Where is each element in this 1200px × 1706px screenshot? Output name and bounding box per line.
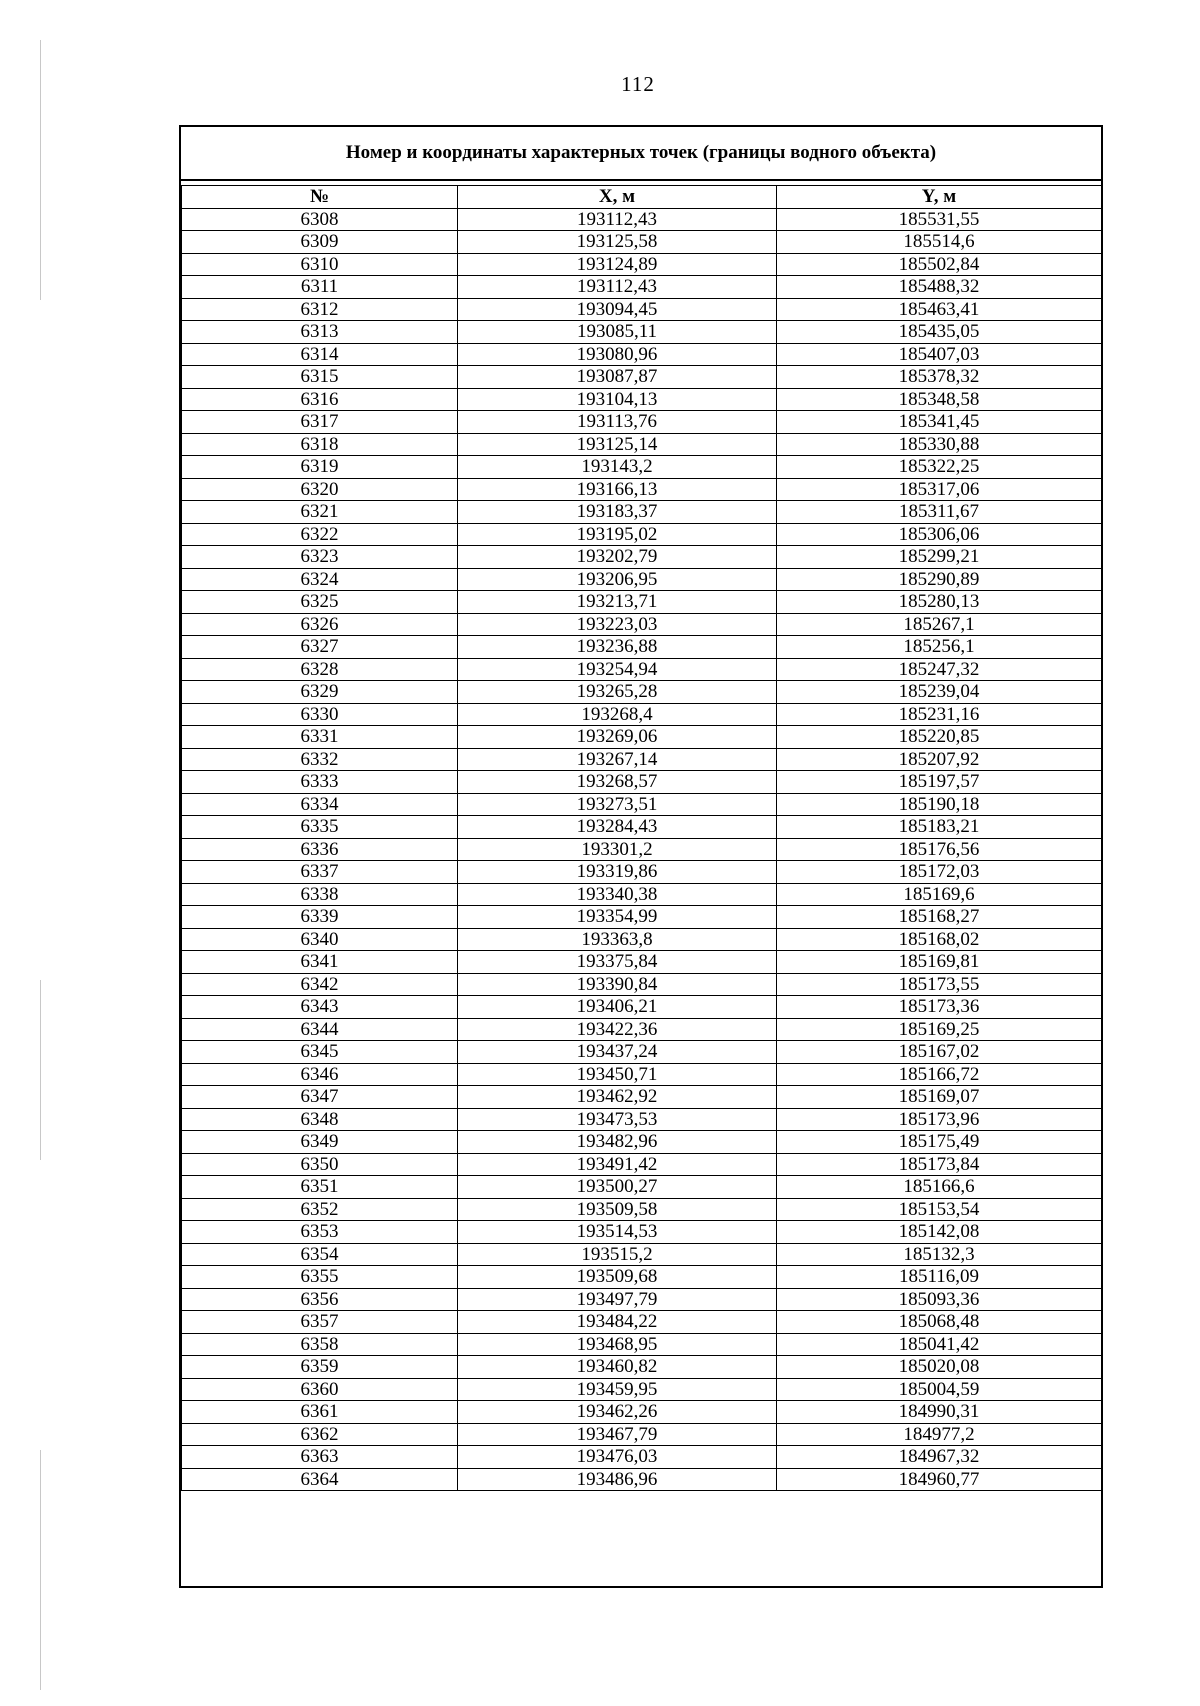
x-coordinate-cell: 193213,71 (458, 591, 777, 614)
table-row (182, 771, 1102, 794)
table-row (182, 231, 1102, 254)
table-row (182, 501, 1102, 524)
x-coordinate-cell: 193486,96 (458, 1468, 777, 1491)
x-coordinate-cell: 193125,58 (458, 231, 777, 254)
y-coordinate-cell: 185488,32 (777, 276, 1102, 299)
point-number-cell: 6356 (182, 1288, 458, 1311)
header-x: X, м (458, 186, 777, 209)
y-coordinate-cell: 185175,49 (777, 1131, 1102, 1154)
x-coordinate-cell: 193375,84 (458, 951, 777, 974)
table-row (182, 523, 1102, 546)
point-number-cell: 6310 (182, 253, 458, 276)
point-number-cell: 6358 (182, 1333, 458, 1356)
point-number-cell: 6345 (182, 1041, 458, 1064)
table-row (182, 883, 1102, 906)
x-coordinate-cell: 193087,87 (458, 366, 777, 389)
point-number-cell: 6331 (182, 726, 458, 749)
y-coordinate-cell: 185322,25 (777, 456, 1102, 479)
table-row (182, 1266, 1102, 1289)
y-coordinate-cell: 185197,57 (777, 771, 1102, 794)
point-number-cell: 6330 (182, 703, 458, 726)
y-coordinate-cell: 185068,48 (777, 1311, 1102, 1334)
table-row (182, 658, 1102, 681)
y-coordinate-cell: 185306,06 (777, 523, 1102, 546)
table-row (182, 456, 1102, 479)
x-coordinate-cell: 193363,8 (458, 928, 777, 951)
point-number-cell: 6359 (182, 1356, 458, 1379)
y-coordinate-cell: 185239,04 (777, 681, 1102, 704)
x-coordinate-cell: 193236,88 (458, 636, 777, 659)
point-number-cell: 6318 (182, 433, 458, 456)
point-number-cell: 6351 (182, 1176, 458, 1199)
y-coordinate-cell: 185153,54 (777, 1198, 1102, 1221)
table-row (182, 388, 1102, 411)
y-coordinate-cell: 185290,89 (777, 568, 1102, 591)
y-coordinate-cell: 185341,45 (777, 411, 1102, 434)
point-number-cell: 6314 (182, 343, 458, 366)
table-row (182, 1153, 1102, 1176)
scan-margin-line (40, 980, 41, 1160)
y-coordinate-cell: 185173,55 (777, 973, 1102, 996)
x-coordinate-cell: 193354,99 (458, 906, 777, 929)
x-coordinate-cell: 193112,43 (458, 208, 777, 231)
x-coordinate-cell: 193080,96 (458, 343, 777, 366)
point-number-cell: 6362 (182, 1423, 458, 1446)
y-coordinate-cell: 185173,84 (777, 1153, 1102, 1176)
x-coordinate-cell: 193473,53 (458, 1108, 777, 1131)
table-row (182, 253, 1102, 276)
point-number-cell: 6317 (182, 411, 458, 434)
y-coordinate-cell: 185435,05 (777, 321, 1102, 344)
y-coordinate-cell: 184977,2 (777, 1423, 1102, 1446)
table-row (182, 996, 1102, 1019)
point-number-cell: 6335 (182, 816, 458, 839)
x-coordinate-cell: 193422,36 (458, 1018, 777, 1041)
x-coordinate-cell: 193500,27 (458, 1176, 777, 1199)
y-coordinate-cell: 185169,07 (777, 1086, 1102, 1109)
y-coordinate-cell: 185247,32 (777, 658, 1102, 681)
x-coordinate-cell: 193484,22 (458, 1311, 777, 1334)
x-coordinate-cell: 193467,79 (458, 1423, 777, 1446)
table-body (182, 208, 1102, 1491)
y-coordinate-cell: 185207,92 (777, 748, 1102, 771)
point-number-cell: 6357 (182, 1311, 458, 1334)
table-row (182, 1063, 1102, 1086)
x-coordinate-cell: 193268,4 (458, 703, 777, 726)
point-number-cell: 6364 (182, 1468, 458, 1491)
table-row (182, 568, 1102, 591)
table-row (182, 793, 1102, 816)
y-coordinate-cell: 185167,02 (777, 1041, 1102, 1064)
table-row (182, 1176, 1102, 1199)
x-coordinate-cell: 193166,13 (458, 478, 777, 501)
x-coordinate-cell: 193112,43 (458, 276, 777, 299)
table-row (182, 321, 1102, 344)
point-number-cell: 6332 (182, 748, 458, 771)
x-coordinate-cell: 193468,95 (458, 1333, 777, 1356)
y-coordinate-cell: 185514,6 (777, 231, 1102, 254)
y-coordinate-cell: 185183,21 (777, 816, 1102, 839)
x-coordinate-cell: 193125,14 (458, 433, 777, 456)
coordinates-table (181, 185, 1102, 1491)
page-number: 112 (621, 72, 655, 96)
table-row (182, 1446, 1102, 1469)
y-coordinate-cell: 185348,58 (777, 388, 1102, 411)
y-coordinate-cell: 185168,27 (777, 906, 1102, 929)
table-row (182, 478, 1102, 501)
x-coordinate-cell: 193462,26 (458, 1401, 777, 1424)
table-row (182, 208, 1102, 231)
table-row (182, 546, 1102, 569)
x-coordinate-cell: 193515,2 (458, 1243, 777, 1266)
y-coordinate-cell: 185190,18 (777, 793, 1102, 816)
y-coordinate-cell: 185169,81 (777, 951, 1102, 974)
x-coordinate-cell: 193482,96 (458, 1131, 777, 1154)
point-number-cell: 6336 (182, 838, 458, 861)
x-coordinate-cell: 193497,79 (458, 1288, 777, 1311)
point-number-cell: 6354 (182, 1243, 458, 1266)
point-number-cell: 6323 (182, 546, 458, 569)
point-number-cell: 6341 (182, 951, 458, 974)
table-row (182, 1243, 1102, 1266)
x-coordinate-cell: 193450,71 (458, 1063, 777, 1086)
table-row (182, 703, 1102, 726)
point-number-cell: 6338 (182, 883, 458, 906)
point-number-cell: 6308 (182, 208, 458, 231)
y-coordinate-cell: 184967,32 (777, 1446, 1102, 1469)
header-number: № (182, 186, 458, 209)
table-row (182, 1131, 1102, 1154)
x-coordinate-cell: 193340,38 (458, 883, 777, 906)
y-coordinate-cell: 185142,08 (777, 1221, 1102, 1244)
y-coordinate-cell: 185166,6 (777, 1176, 1102, 1199)
table-row (182, 1356, 1102, 1379)
x-coordinate-cell: 193113,76 (458, 411, 777, 434)
table-row (182, 433, 1102, 456)
table-row (182, 1041, 1102, 1064)
y-coordinate-cell: 185169,6 (777, 883, 1102, 906)
table-row (182, 1198, 1102, 1221)
x-coordinate-cell: 193509,58 (458, 1198, 777, 1221)
x-coordinate-cell: 193268,57 (458, 771, 777, 794)
x-coordinate-cell: 193273,51 (458, 793, 777, 816)
table-row (182, 366, 1102, 389)
point-number-cell: 6353 (182, 1221, 458, 1244)
x-coordinate-cell: 193514,53 (458, 1221, 777, 1244)
point-number-cell: 6324 (182, 568, 458, 591)
table-row (182, 276, 1102, 299)
table-row (182, 591, 1102, 614)
x-coordinate-cell: 193124,89 (458, 253, 777, 276)
table-row (182, 1423, 1102, 1446)
point-number-cell: 6321 (182, 501, 458, 524)
y-coordinate-cell: 185172,03 (777, 861, 1102, 884)
table-row (182, 411, 1102, 434)
point-number-cell: 6340 (182, 928, 458, 951)
point-number-cell: 6328 (182, 658, 458, 681)
table-row (182, 1378, 1102, 1401)
table-row (182, 861, 1102, 884)
y-coordinate-cell: 185173,96 (777, 1108, 1102, 1131)
x-coordinate-cell: 193476,03 (458, 1446, 777, 1469)
y-coordinate-cell: 185220,85 (777, 726, 1102, 749)
point-number-cell: 6311 (182, 276, 458, 299)
table-row (182, 1288, 1102, 1311)
point-number-cell: 6347 (182, 1086, 458, 1109)
x-coordinate-cell: 193104,13 (458, 388, 777, 411)
table-row (182, 298, 1102, 321)
point-number-cell: 6342 (182, 973, 458, 996)
point-number-cell: 6361 (182, 1401, 458, 1424)
y-coordinate-cell: 185299,21 (777, 546, 1102, 569)
y-coordinate-cell: 185020,08 (777, 1356, 1102, 1379)
table-row (182, 1311, 1102, 1334)
point-number-cell: 6315 (182, 366, 458, 389)
table-row (182, 1401, 1102, 1424)
x-coordinate-cell: 193267,14 (458, 748, 777, 771)
table-row (182, 343, 1102, 366)
point-number-cell: 6346 (182, 1063, 458, 1086)
point-number-cell: 6339 (182, 906, 458, 929)
x-coordinate-cell: 193206,95 (458, 568, 777, 591)
point-number-cell: 6309 (182, 231, 458, 254)
y-coordinate-cell: 185169,25 (777, 1018, 1102, 1041)
x-coordinate-cell: 193390,84 (458, 973, 777, 996)
y-coordinate-cell: 185463,41 (777, 298, 1102, 321)
table-row (182, 636, 1102, 659)
y-coordinate-cell: 185311,67 (777, 501, 1102, 524)
x-coordinate-cell: 193437,24 (458, 1041, 777, 1064)
x-coordinate-cell: 193085,11 (458, 321, 777, 344)
table-row (182, 613, 1102, 636)
y-coordinate-cell: 185531,55 (777, 208, 1102, 231)
x-coordinate-cell: 193406,21 (458, 996, 777, 1019)
point-number-cell: 6333 (182, 771, 458, 794)
y-coordinate-cell: 185256,1 (777, 636, 1102, 659)
x-coordinate-cell: 193284,43 (458, 816, 777, 839)
y-coordinate-cell: 185378,32 (777, 366, 1102, 389)
point-number-cell: 6360 (182, 1378, 458, 1401)
y-coordinate-cell: 185317,06 (777, 478, 1102, 501)
x-coordinate-cell: 193223,03 (458, 613, 777, 636)
x-coordinate-cell: 193269,06 (458, 726, 777, 749)
x-coordinate-cell: 193254,94 (458, 658, 777, 681)
x-coordinate-cell: 193143,2 (458, 456, 777, 479)
table-row (182, 906, 1102, 929)
y-coordinate-cell: 185280,13 (777, 591, 1102, 614)
point-number-cell: 6319 (182, 456, 458, 479)
point-number-cell: 6355 (182, 1266, 458, 1289)
point-number-cell: 6348 (182, 1108, 458, 1131)
table-row (182, 816, 1102, 839)
point-number-cell: 6352 (182, 1198, 458, 1221)
table-row (182, 726, 1102, 749)
point-number-cell: 6325 (182, 591, 458, 614)
table-header-row (182, 186, 1102, 209)
table-row (182, 973, 1102, 996)
y-coordinate-cell: 185168,02 (777, 928, 1102, 951)
y-coordinate-cell: 185173,36 (777, 996, 1102, 1019)
y-coordinate-cell: 185267,1 (777, 613, 1102, 636)
y-coordinate-cell: 185502,84 (777, 253, 1102, 276)
x-coordinate-cell: 193202,79 (458, 546, 777, 569)
x-coordinate-cell: 193462,92 (458, 1086, 777, 1109)
point-number-cell: 6326 (182, 613, 458, 636)
table-caption: Номер и координаты характерных точек (границы водного объекта) (181, 127, 1101, 181)
x-coordinate-cell: 193491,42 (458, 1153, 777, 1176)
x-coordinate-cell: 193460,82 (458, 1356, 777, 1379)
y-coordinate-cell: 185093,36 (777, 1288, 1102, 1311)
point-number-cell: 6343 (182, 996, 458, 1019)
scan-margin-line (40, 1450, 41, 1690)
table-row (182, 838, 1102, 861)
x-coordinate-cell: 193319,86 (458, 861, 777, 884)
table-row (182, 1468, 1102, 1491)
point-number-cell: 6337 (182, 861, 458, 884)
table-row (182, 928, 1102, 951)
x-coordinate-cell: 193459,95 (458, 1378, 777, 1401)
point-number-cell: 6313 (182, 321, 458, 344)
table-row (182, 681, 1102, 704)
point-number-cell: 6334 (182, 793, 458, 816)
point-number-cell: 6316 (182, 388, 458, 411)
y-coordinate-cell: 185330,88 (777, 433, 1102, 456)
table-row (182, 1108, 1102, 1131)
y-coordinate-cell: 185041,42 (777, 1333, 1102, 1356)
point-number-cell: 6350 (182, 1153, 458, 1176)
table-row (182, 1333, 1102, 1356)
y-coordinate-cell: 184960,77 (777, 1468, 1102, 1491)
table-row (182, 951, 1102, 974)
table-row (182, 748, 1102, 771)
point-number-cell: 6320 (182, 478, 458, 501)
y-coordinate-cell: 185176,56 (777, 838, 1102, 861)
x-coordinate-cell: 193509,68 (458, 1266, 777, 1289)
point-number-cell: 6322 (182, 523, 458, 546)
table-row (182, 1086, 1102, 1109)
point-number-cell: 6312 (182, 298, 458, 321)
x-coordinate-cell: 193265,28 (458, 681, 777, 704)
header-y: Y, м (777, 186, 1102, 209)
y-coordinate-cell: 185004,59 (777, 1378, 1102, 1401)
y-coordinate-cell: 185407,03 (777, 343, 1102, 366)
y-coordinate-cell: 185116,09 (777, 1266, 1102, 1289)
coordinates-table-frame (179, 125, 1103, 1588)
y-coordinate-cell: 185132,3 (777, 1243, 1102, 1266)
x-coordinate-cell: 193301,2 (458, 838, 777, 861)
x-coordinate-cell: 193094,45 (458, 298, 777, 321)
point-number-cell: 6329 (182, 681, 458, 704)
y-coordinate-cell: 185166,72 (777, 1063, 1102, 1086)
point-number-cell: 6349 (182, 1131, 458, 1154)
table-row (182, 1018, 1102, 1041)
y-coordinate-cell: 185231,16 (777, 703, 1102, 726)
table-row (182, 1221, 1102, 1244)
point-number-cell: 6363 (182, 1446, 458, 1469)
point-number-cell: 6327 (182, 636, 458, 659)
y-coordinate-cell: 184990,31 (777, 1401, 1102, 1424)
x-coordinate-cell: 193183,37 (458, 501, 777, 524)
point-number-cell: 6344 (182, 1018, 458, 1041)
x-coordinate-cell: 193195,02 (458, 523, 777, 546)
